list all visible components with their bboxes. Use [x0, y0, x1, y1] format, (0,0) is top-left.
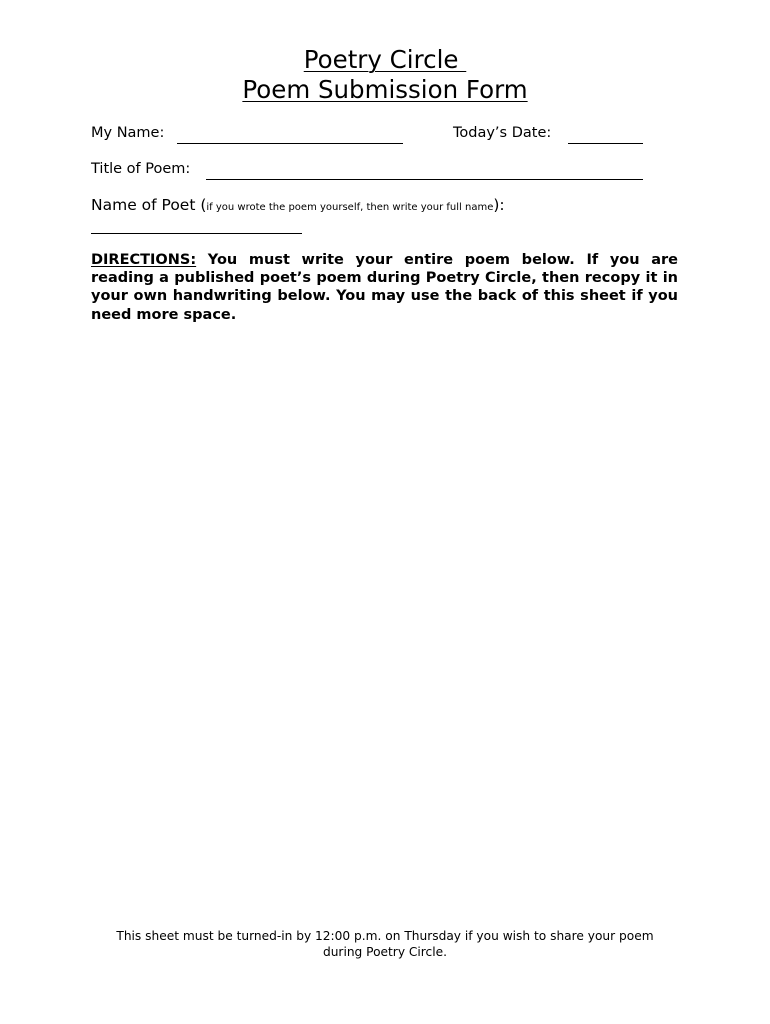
directions-paragraph	[91, 251, 678, 324]
todays-date-blank-line[interactable]	[568, 143, 643, 144]
directions-label: DIRECTIONS:	[91, 252, 197, 268]
name-of-poet-note: if you wrote the poem yourself, then write your full name	[206, 202, 494, 213]
name-of-poet-blank-line[interactable]	[91, 233, 302, 234]
title-of-poem-blank-line[interactable]	[206, 179, 643, 180]
form-title-line-1: Poetry Circle	[303, 45, 467, 74]
todays-date-label: Today’s Date:	[453, 125, 552, 141]
directions-text: You must write your entire poem below. If you are reading a published poet’s poem during Poetry Circle, then recopy it in your own handwriting below. You may use the back of this sheet if you need more space.	[91, 252, 678, 323]
title-of-poem-label: Title of Poem:	[91, 161, 191, 177]
form-title-line-2: Poem Submission Form	[242, 75, 528, 104]
my-name-label: My Name:	[91, 125, 165, 141]
name-of-poet-close: ):	[493, 196, 505, 214]
my-name-blank-line[interactable]	[177, 143, 403, 144]
name-of-poet-text: Name of Poet (	[91, 196, 207, 214]
footer-note: This sheet must be turned-in by 12:00 p.m. on Thursday if you wish to share your poem during Poetry Circle.	[116, 929, 654, 959]
name-of-poet-label	[91, 197, 505, 214]
